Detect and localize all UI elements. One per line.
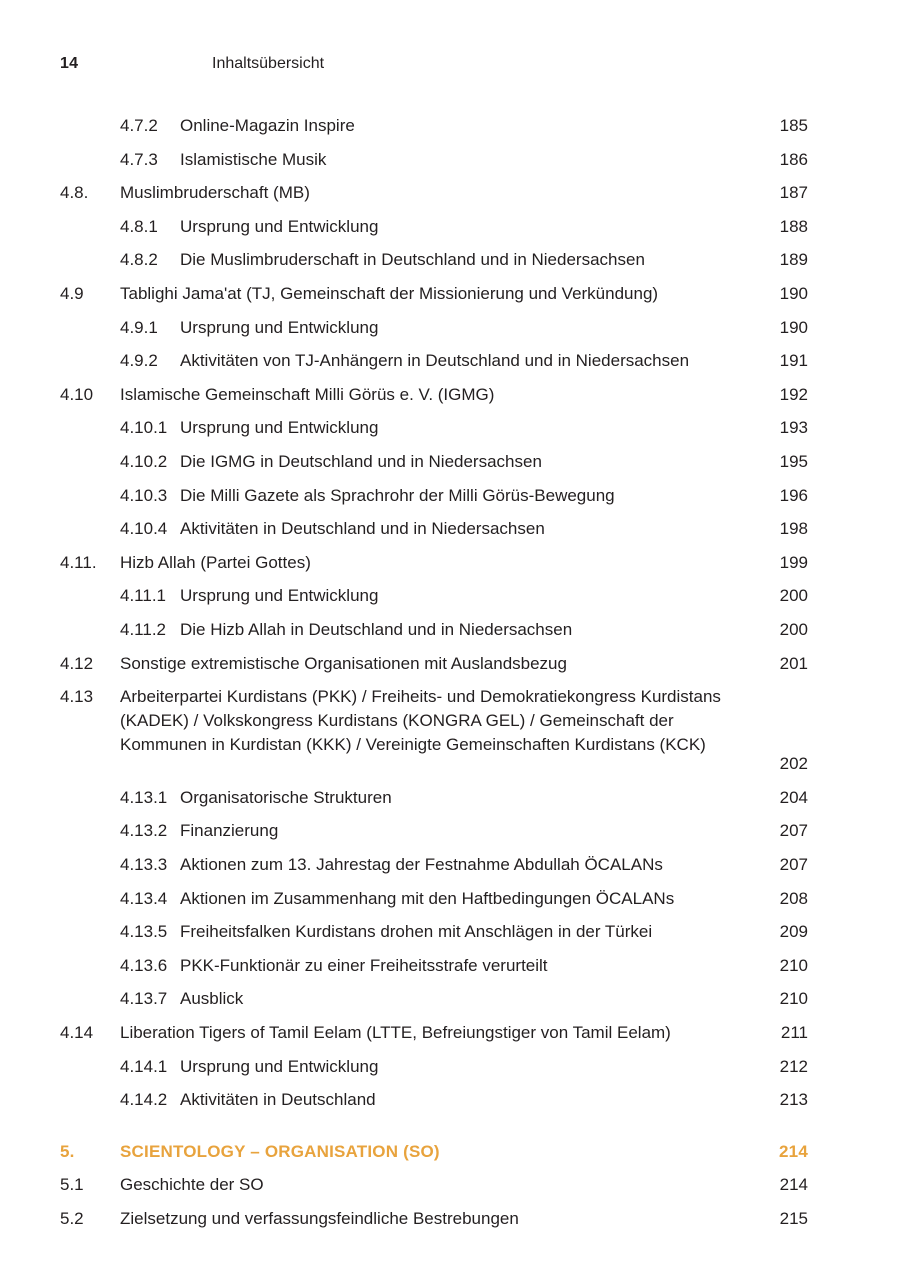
toc-entry[interactable] <box>0 450 900 484</box>
toc-entry-page: 193 <box>779 418 808 438</box>
toc-entry-page: 190 <box>779 283 808 303</box>
toc-entry-title: Die Milli Gazete als Sprachrohr der Milli Görüs-Bewegung <box>180 485 615 505</box>
toc-entry-page: 195 <box>779 451 808 471</box>
toc-entry-number: 4.10.3 <box>120 485 168 505</box>
toc-entry[interactable] <box>0 954 900 988</box>
toc-entry-number: 4.10.2 <box>120 451 168 471</box>
toc-entry-title: Online-Magazin Inspire <box>180 116 355 135</box>
toc-entry-number: 4.10 <box>60 384 94 404</box>
toc-entry[interactable] <box>0 484 900 518</box>
toc-entry-title: Aktionen zum 13. Jahrestag der Festnahme Abdullah ÖCALANs <box>180 855 663 875</box>
toc-entry-number: 4.11.1 <box>120 586 167 606</box>
toc-entry-page: 201 <box>779 653 808 673</box>
toc-entry-title: Aktivitäten von TJ-Anhängern in Deutschland und in Niedersachsen <box>180 351 690 371</box>
toc-entry-page: 209 <box>779 922 808 942</box>
toc-entry[interactable] <box>0 383 900 417</box>
toc-entry-title: Zielsetzung und verfassungsfeindliche Bestrebungen <box>120 1209 519 1229</box>
toc-entry-page: 200 <box>779 586 808 606</box>
toc-entry-title: Islamistische Musik <box>180 149 327 169</box>
toc-entry-number: 4.7.3 <box>120 149 158 169</box>
toc-entry[interactable] <box>0 1173 900 1207</box>
toc-entry-title: Ursprung und Entwicklung <box>180 317 379 337</box>
toc-entry[interactable] <box>0 786 900 820</box>
toc-entry-title: SCIENTOLOGY – ORGANISATION (SO) <box>120 1141 440 1161</box>
toc-entry-title: Aktionen im Zusammenhang mit den Haftbedingungen ÖCALANs <box>180 888 675 908</box>
toc-entry-title: Sonstige extremistische Organisationen mit Auslandsbezug <box>120 653 567 673</box>
toc-entry-page: 192 <box>779 384 808 404</box>
toc-entry-page: 210 <box>779 955 808 975</box>
toc-entry-page: 185 <box>779 116 808 135</box>
toc-entry[interactable] <box>0 1055 900 1089</box>
toc-entry[interactable] <box>0 148 900 182</box>
toc-entry-page: 210 <box>779 989 808 1009</box>
toc-entry-page: 213 <box>779 1090 808 1110</box>
toc-entry-title: Ursprung und Entwicklung <box>180 418 379 438</box>
toc-entry-page: 189 <box>779 250 808 270</box>
toc-entry-number: 4.9 <box>60 283 84 303</box>
toc-entry[interactable] <box>0 652 900 686</box>
toc-entry[interactable] <box>0 584 900 618</box>
toc-entry-number: 4.11.2 <box>120 619 167 639</box>
toc-entry-page: 199 <box>779 552 808 572</box>
toc-entry-number: 4.14.1 <box>120 1056 168 1076</box>
toc-entry-page: 208 <box>779 888 808 908</box>
toc-entry-page: 186 <box>779 149 808 169</box>
toc-entry-page: 207 <box>779 821 808 841</box>
toc-entry[interactable] <box>0 1140 900 1174</box>
toc-entry-number: 4.10.4 <box>120 519 168 539</box>
toc-entry-title: Tablighi Jama'at (TJ, Gemeinschaft der Missionierung und Verkündung) <box>120 283 659 303</box>
toc-entry-page: 190 <box>779 317 808 337</box>
toc-entry-number: 4.13 <box>60 687 94 707</box>
toc-entry-number: 4.14.2 <box>120 1090 168 1110</box>
toc-entry-page: 207 <box>779 855 808 875</box>
toc-entry-number: 4.13.7 <box>120 989 168 1009</box>
toc-entry-title: Islamische Gemeinschaft Milli Görüs e. V. (IGMG) <box>120 384 495 404</box>
toc-entry-title: Muslimbruderschaft (MB) <box>120 183 310 203</box>
toc-entry[interactable] <box>0 1207 900 1241</box>
toc-entry-number: 4.13.5 <box>120 922 168 942</box>
toc-entry-page: 187 <box>779 183 808 203</box>
toc-entry-title: Aktivitäten in Deutschland <box>180 1090 376 1110</box>
toc-entry[interactable] <box>0 685 900 786</box>
toc-entry[interactable] <box>0 920 900 954</box>
toc-entry-number: 4.8.1 <box>120 216 158 236</box>
toc-entry[interactable] <box>0 987 900 1021</box>
toc-entry-page: 191 <box>779 351 808 371</box>
toc-entry-title: Die Hizb Allah in Deutschland und in Niedersachsen <box>180 619 573 639</box>
toc-entry[interactable] <box>0 114 900 148</box>
toc-entry-title: Ursprung und Entwicklung <box>180 1056 379 1076</box>
toc-entry-title: Geschichte der SO <box>120 1175 264 1195</box>
toc-entry-page: 215 <box>779 1209 808 1229</box>
toc-entry-number: 4.9.1 <box>120 317 158 337</box>
toc-entry-number: 4.13.6 <box>120 955 168 975</box>
toc-entry-number: 4.7.2 <box>120 116 158 135</box>
toc-entry[interactable] <box>0 349 900 383</box>
toc-entry-title: Hizb Allah (Partei Gottes) <box>120 552 311 572</box>
page-header <box>0 55 900 77</box>
toc-entry-number: 4.9.2 <box>120 351 158 371</box>
toc-entry-page: 202 <box>779 754 808 774</box>
toc-entry-title: Ursprung und Entwicklung <box>180 216 379 236</box>
toc-entry-number: 5.1 <box>60 1175 84 1195</box>
toc-entry-number: 4.14 <box>60 1023 94 1043</box>
toc-entry-page: 188 <box>779 216 808 236</box>
toc-entry[interactable] <box>0 416 900 450</box>
toc-entry[interactable] <box>0 887 900 921</box>
toc-entry-number: 4.13.4 <box>120 888 168 908</box>
toc-entry[interactable] <box>0 517 900 551</box>
toc-entry-title: PKK-Funktionär zu einer Freiheitsstrafe verurteilt <box>180 955 548 975</box>
toc-entry-title: Ausblick <box>180 989 244 1009</box>
toc-entry-title: Die Muslimbruderschaft in Deutschland und in Niedersachsen <box>180 250 645 270</box>
toc-entry-page: 214 <box>779 1175 808 1195</box>
table-of-contents <box>0 114 900 1241</box>
toc-entry-title: Arbeiterpartei Kurdistans (PKK) / Freiheits- und Demokratiekongress Kurdistans (KADEK) / Volkskongress Kurdistans (KONGRA GEL) / Gemeinschaft der Kommunen in Kurdistan (KKK) / Vereinigte Gemeinschaften Kurdistans (KCK) <box>120 687 721 755</box>
toc-entry[interactable] <box>0 282 900 316</box>
page-number: 14 <box>60 55 79 72</box>
toc-entry-title: Ursprung und Entwicklung <box>180 586 379 606</box>
toc-entry-number: 5.2 <box>60 1209 84 1229</box>
toc-entry-number: 4.8. <box>60 183 89 203</box>
header-title: Inhaltsübersicht <box>212 55 325 72</box>
toc-entry-title: Aktivitäten in Deutschland und in Niedersachsen <box>180 519 545 539</box>
toc-entry[interactable] <box>0 215 900 249</box>
toc-entry[interactable] <box>0 1088 900 1122</box>
toc-entry-number: 4.13.3 <box>120 855 168 875</box>
toc-entry-page: 214 <box>779 1141 808 1161</box>
toc-entry-number: 4.12 <box>60 653 94 673</box>
toc-entry-page: 211 <box>780 1023 808 1043</box>
toc-entry[interactable] <box>0 853 900 887</box>
toc-entry[interactable] <box>0 551 900 585</box>
toc-entry-title: Freiheitsfalken Kurdistans drohen mit Anschlägen in der Türkei <box>180 922 653 942</box>
toc-entry[interactable] <box>0 618 900 652</box>
toc-entry-number: 4.13.2 <box>120 821 168 841</box>
toc-entry-title: Finanzierung <box>180 821 279 841</box>
toc-entry-number: 5. <box>60 1141 75 1161</box>
toc-entry-page: 212 <box>779 1056 808 1076</box>
toc-entry[interactable] <box>0 819 900 853</box>
toc-entry[interactable] <box>0 181 900 215</box>
toc-entry[interactable] <box>0 1021 900 1055</box>
toc-entry-title: Organisatorische Strukturen <box>180 787 392 807</box>
toc-entry-page: 200 <box>779 619 808 639</box>
toc-entry[interactable] <box>0 316 900 350</box>
toc-entry[interactable] <box>0 248 900 282</box>
toc-entry-page: 204 <box>779 787 808 807</box>
toc-entry-page: 196 <box>779 485 808 505</box>
toc-entry-number: 4.11. <box>60 552 97 572</box>
toc-entry-number: 4.13.1 <box>120 787 168 807</box>
toc-entry-title: Die IGMG in Deutschland und in Niedersachsen <box>180 451 542 471</box>
toc-entry-number: 4.8.2 <box>120 250 158 270</box>
toc-entry-page: 198 <box>779 519 808 539</box>
toc-entry-number: 4.10.1 <box>120 418 168 438</box>
toc-entry-title: Liberation Tigers of Tamil Eelam (LTTE, Befreiungstiger von Tamil Eelam) <box>120 1023 671 1043</box>
